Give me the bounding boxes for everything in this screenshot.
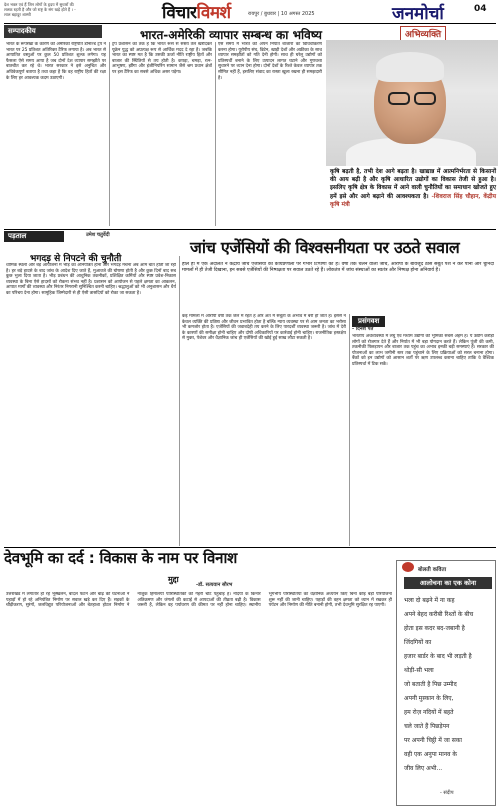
issue-meta: रायपुर / बुधवार | 10 अगस्त 2025 <box>248 11 315 17</box>
abhivyakti-label: अभिव्यक्ति <box>400 26 446 41</box>
poem-line: चले जाते हैं पिछड़ेपन <box>404 723 450 730</box>
poem-line: वही एक अनुपा मानव के <box>404 751 457 758</box>
page-number: 04 <box>474 4 487 14</box>
top-note: देश भक्त एवं हैं जिन लोगों के हृदय में सुधारों की ललक रहती है और जो राष्ट्र के संग खड़े होते हैं । - लाल बहादुर शास्त्री <box>4 2 76 17</box>
column-divider <box>179 256 180 546</box>
poem-icon <box>402 562 414 572</box>
lead-intro: हाल ही में एक अदालत ने केंद्रीय जांच एजेंसियों की कार्यप्रणाली पर गंभीर टिप्पणी की है। वर्षों तक चलने वाली जांच, आरोपों के बावजूद ठोस सबूत पेश न कर पाना और चुनिंदा मामलों में ही तेजी दिखाना, इन सबसे एजेंसियों की निष्पक्षता पर सवाल उठते रहे हैं। लोकतंत्र में जांच संस्थाओं का स्वतंत्र और निष्पक्ष होना अनिवार्य है। <box>182 262 494 273</box>
devbhumi-headline: देवभूमि का दर्द : विकास के नाम पर विनाश <box>4 549 238 567</box>
poem-line: अपने बेहद करीबी रिश्तों के बीच <box>404 611 474 618</box>
abhivyakti-quote: कृषि बढ़ती है, तभी देश आगे बढ़ता है। खाद्यान्न में आत्मनिर्भरता से किसानों की आय बढ़ी है और कृषि आधारित उद्योगों का विकास तेजी से हुआ है। इसलिए कृषि क्षेत्र के विकास में आने वाली चुनौतियों का समाधान खोजते हुए हमें इसे और आगे बढ़ाने की आवश्यकता है। -शिवराज सिंह चौहान, केंद्रीय कृषि मंत्री <box>330 168 496 208</box>
lead-body: कई मामलों में आरोपी वर्षों तक जेल में रहते हैं और अंत में सबूतों के अभाव में बरी हो जाते हैं। इससे न केवल व्यक्ति की प्रतिष्ठा और जीवन प्रभावित होता है बल्कि न्याय व्यवस्था पर से आम जनता का भरोसा भी कमजोर होता है। एजेंसियों की जवाबदेही तय करने के लिए पारदर्शी व्यवस्था जरूरी है। जांच में देरी के कारणों की समीक्षा होनी चाहिए और दोषी अधिकारियों पर कार्रवाई होनी चाहिए। राजनीतिक हस्तक्षेप से मुक्त, पेशेवर और वैज्ञानिक जांच ही एजेंसियों की खोई हुई साख लौटा सकती है। <box>182 314 346 342</box>
editorial-headline: भारत-अमेरिकी व्यापार सम्बन्ध का भविष्य <box>140 28 323 42</box>
editorial-label: सम्पादकीय <box>4 25 102 38</box>
poem-line: थोड़ी-सी भला <box>404 667 434 674</box>
editorial-column-3: ऐसे समय में भारत को अपने निर्यात बाजारों का विविधीकरण करना होगा। यूरोपीय संघ, ब्रिटेन, खाड़ी देशों और अफ्रीका के साथ व्यापार समझौतों को गति देनी होगी। साथ ही घरेलू उद्योगों को प्रतिस्पर्धी बनाने के लिए उत्पादन लागत घटाने और गुणवत्ता सुधारने पर ध्यान देना होगा। दोनों देशों के रिश्ते केवल व्यापार तक सीमित नहीं हैं, इसलिए संवाद का रास्ता खुला रखना ही समझदारी है। <box>218 42 322 81</box>
poem-line: होता इस कदर बद-जबानी है <box>404 625 465 632</box>
poem-line: पर अपनी चिट्ठी में जा सका <box>404 737 462 744</box>
poem-line: हजार बार्डर के बाद भी लड़ती है <box>404 653 472 660</box>
minister-photo <box>326 40 498 166</box>
poem-line: जीव लिए अभी... <box>404 765 443 772</box>
column-divider <box>349 314 350 546</box>
poem-line: अपनी मुस्कान के लिए, <box>404 695 454 702</box>
masthead <box>0 0 500 22</box>
devbhumi-article: उत्तराखंड में लगातार हो रहे भूस्खलन, बादल फटने और बाढ़ की घटनाओं ने पहाड़ों में हो रहे अनियंत्रित निर्माण पर सवाल खड़े कर दिए हैं। सड़कों के चौड़ीकरण, सुरंगों, जलविद्युत परियोजनाओं और बेतहाशा होटल निर्माण ने नाजुक हिमालयी पारिस्थितिकी को गहरी चोट पहुंचाई है। नदियों के किनारे अतिक्रमण और जंगलों की कटाई से आपदाओं की तीव्रता बढ़ी है। विकास जरूरी है, लेकिन वह पर्यावरण की कीमत पर नहीं होना चाहिए। स्थानीय भूगर्भीय परिस्थितियों का वैज्ञानिक अध्ययन किए बिना कोई बड़ी परियोजना शुरू नहीं की जानी चाहिए। पहाड़ों की वहन क्षमता को ध्यान में रखकर ही पर्यटन और निर्माण की नीति बनानी होगी, तभी देवभूमि सुरक्षित रह पाएगी। <box>6 592 392 609</box>
section-title <box>162 0 231 23</box>
poem-poet: - संदीप <box>440 790 454 796</box>
poem-title: आलोचना का एक कोना <box>404 577 492 589</box>
prasangvash-author: - दिनेश पंत <box>352 326 374 332</box>
quote-attribution: -शिवराज सिंह चौहान, केंद्रीय कृषि मंत्री <box>330 192 496 208</box>
padtal-label: पड़ताल <box>4 231 64 242</box>
poem-line: जिंदगियों का <box>404 639 432 646</box>
poem-line: जो बताती है पिछ उम्मीद <box>404 681 457 688</box>
devbhumi-author: -डॉ. सत्यवान सौरभ <box>196 582 233 588</box>
poem-lines <box>404 594 494 776</box>
poem-header: बोलती कविता <box>418 567 447 573</box>
section-title-a: विचार <box>162 3 197 23</box>
editorial-column-2: ट्रंप प्रशासन का तर्क है कि भारत रूस से सस्ता तेल खरीदकर यूक्रेन युद्ध को अप्रत्यक्ष रूप से आर्थिक मदद दे रहा है। जबकि भारत का स्पष्ट मत है कि उसकी ऊर्जा नीति राष्ट्रीय हितों और बाजार की स्थितियों से तय होती है। कपड़ा, चमड़ा, रत्न-आभूषण, झींगा और इंजीनियरिंग सामान जैसे श्रम प्रधान क्षेत्रों पर इस टैरिफ का सबसे अधिक असर पड़ेगा। <box>112 42 212 75</box>
padtal-article: धार्मिक स्थलों और बड़े आयोजनों में भीड़ का अनियंत्रित होना और भगदड़ मचना अब आम बात होती जा रही है। हर बड़े हादसे के बाद जांच के आदेश दिए जाते हैं, मुआवजे की घोषणा होती है और कुछ दिनों बाद सब कुछ भुला दिया जाता है। भीड़ प्रबंधन की आधुनिक तकनीकों, प्रशिक्षित कर्मियों और स्पष्ट प्रवेश-निकास व्यवस्था के बिना ऐसे हादसों को रोकना संभव नहीं है। प्रशासन को आयोजन से पहले क्षमता का आकलन, आपात मार्गों की व्यवस्था और निरंतर निगरानी सुनिश्चित करनी चाहिए। श्रद्धालुओं को भी अनुशासन और धैर्य का परिचय देना होगा। सामूहिक जिम्मेदारी से ही ऐसी त्रासदियों को रोका जा सकता है। <box>6 263 176 296</box>
padtal-author: उमेश चतुर्वेदी <box>86 232 110 238</box>
poem-line: भला दो बढ़ने में ना कह <box>404 597 455 604</box>
column-divider <box>215 42 216 226</box>
brand-logo: जनमोर्चा <box>392 4 444 24</box>
poem-line: हम रोज़ नदियों में बहते <box>404 709 454 716</box>
editorial-column-1: भारत के रूपरेखा के कारण को अमेरिकी राष्ट्रपति डोनाल्ड ट्रंप ने भारत पर 25 प्रतिशत अतिरिक्त टैरिफ लगाया है। अब भारत से आयातित वस्तुओं पर कुल 50 प्रतिशत शुल्क लगेगा। यह फैसला ऐसे समय आया है जब दोनों देश व्यापार समझौते पर बातचीत कर रहे थे। भारत सरकार ने इसे अनुचित और अविवेकपूर्ण बताया है तथा कहा है कि वह राष्ट्रीय हितों की रक्षा के लिए हर आवश्यक कदम उठाएगी। <box>6 42 106 81</box>
section-title-b: विमर्श <box>196 3 231 23</box>
padtal-subhead: भगदड़ से निपटने की चुनौती <box>30 254 122 264</box>
column-divider <box>109 42 110 226</box>
prasangvash-article: भारतीय अर्थव्यवस्था में लघु एवं मध्यम उद्योगों की भूमिका सबसे अहम है। ये उद्योग करोड़ों लोगों को रोजगार देते हैं और निर्यात में भी बड़ा योगदान करते हैं। लेकिन पूंजी की कमी, तकनीकी पिछड़ापन और बाजार तक पहुंच का अभाव इनकी बड़ी समस्याएं हैं। सरकार की योजनाओं का लाभ जमीनी स्तर तक पहुंचाने के लिए प्रक्रियाओं को सरल बनाना होगा। बैंकों को इन उद्योगों को आसान शर्तों पर ऋण उपलब्ध कराना चाहिए ताकि वे वैश्विक प्रतिस्पर्धा में टिक सकें। <box>352 334 494 367</box>
prasangvash-label: प्रसंगवश <box>352 316 385 327</box>
mudda-label: मुद्दा <box>168 575 179 584</box>
lead-headline: जांच एजेंसियों की विश्वसनीयता पर उठते सवाल <box>190 238 460 257</box>
masthead-rule <box>4 23 496 24</box>
